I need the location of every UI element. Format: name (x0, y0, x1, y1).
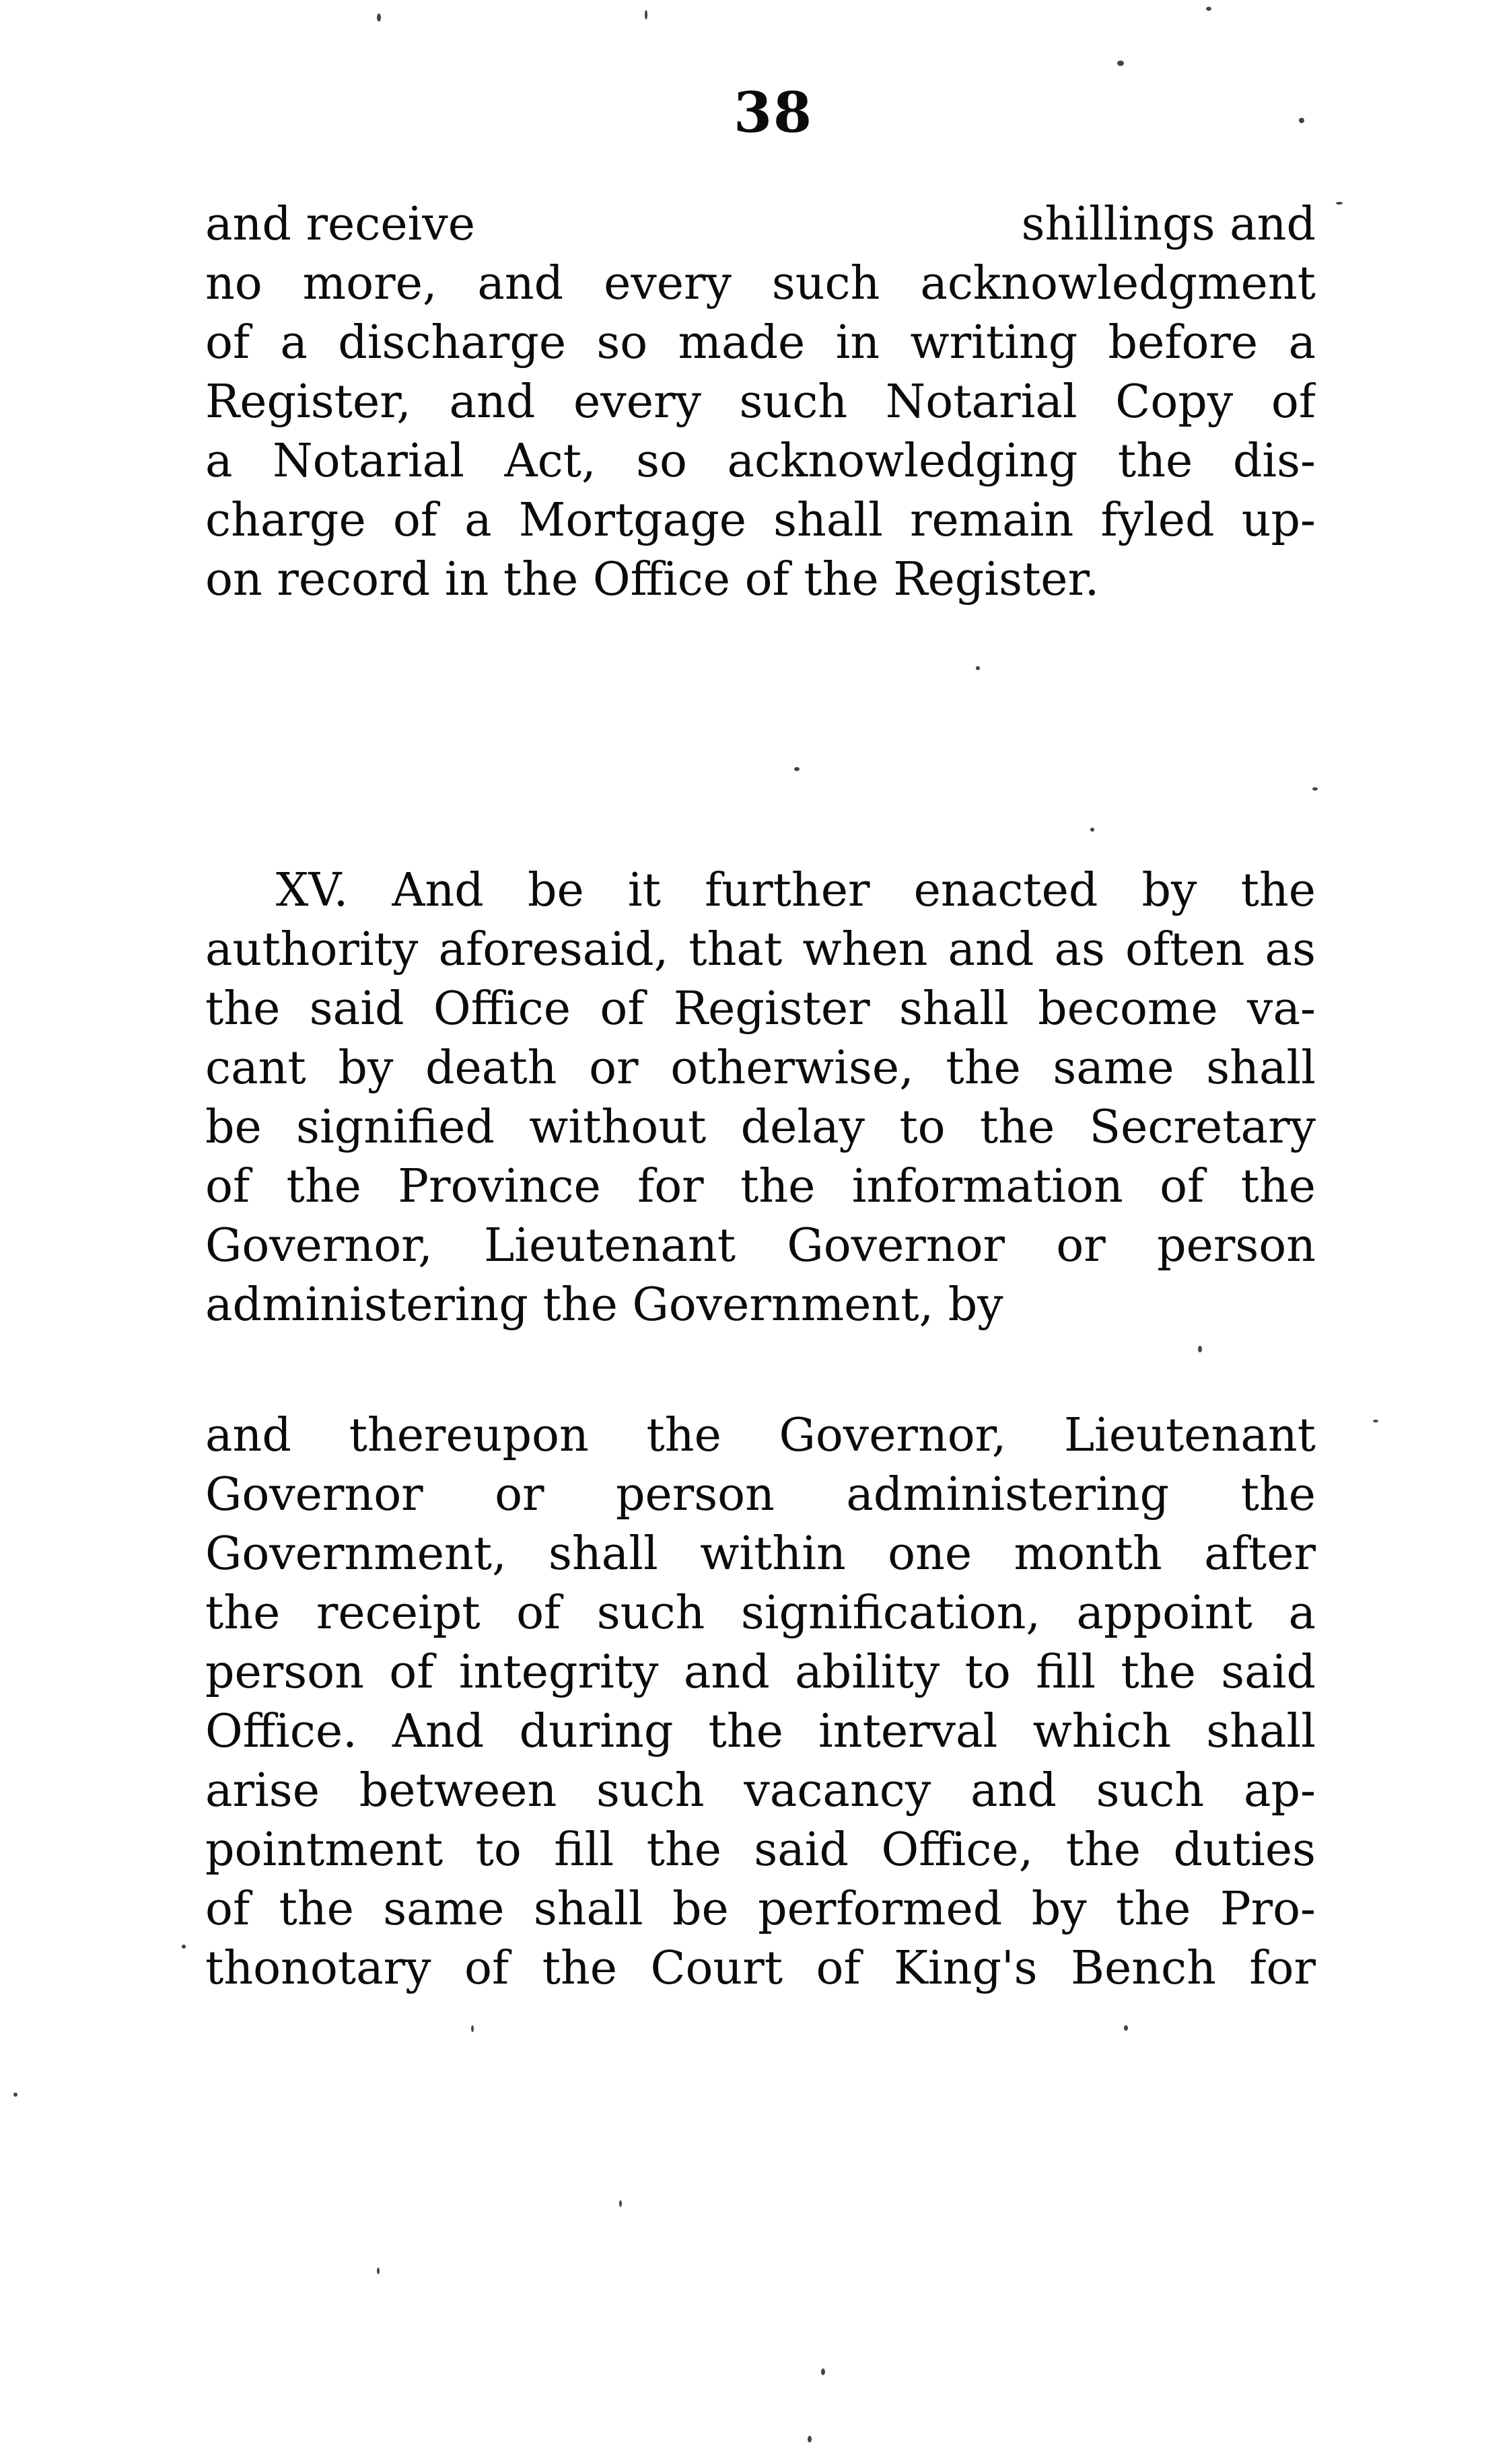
scan-speck (377, 2268, 380, 2274)
text-line: a Notarial Act, so acknowledging the dis- (205, 435, 1316, 488)
scan-speck (1336, 202, 1343, 205)
scan-speck (1312, 787, 1318, 791)
paragraph-3 (205, 1406, 1316, 1998)
scan-speck (619, 2200, 622, 2207)
text-line: arise between such vacancy and such ap- (205, 1764, 1316, 1817)
text-line (205, 195, 1316, 254)
text-line: pointment to fill the said Office, the duties (205, 1823, 1316, 1877)
text-line: of a discharge so made in writing before a (205, 316, 1316, 369)
scan-speck (1198, 1346, 1202, 1352)
scan-speck (13, 2093, 17, 2097)
text-line: thonotary of the Court of King's Bench for (205, 1942, 1316, 1995)
section-heading-line: XV. And be it further enacted by the (276, 864, 1316, 917)
text-line: no more, and every such acknowledgment (205, 257, 1316, 310)
scan-speck (1090, 828, 1094, 832)
text-line: authority aforesaid, that when and as often as (205, 923, 1316, 976)
text-line: Governor, Lieutenant Governor or person (205, 1219, 1316, 1272)
scan-speck (1299, 118, 1304, 123)
text-line: Government, shall within one month after (205, 1527, 1316, 1581)
scan-speck (794, 767, 800, 771)
text-line: Register, and every such Notarial Copy of (205, 375, 1316, 429)
scan-speck (808, 2436, 812, 2442)
text-line: of the Province for the information of the (205, 1160, 1316, 1213)
scan-speck (1206, 7, 1211, 11)
paragraph-1 (205, 195, 1316, 610)
scan-speck (645, 10, 647, 20)
text-line: Office. And during the interval which shall (205, 1705, 1316, 1758)
text-line: charge of a Mortgage shall remain fyled up- (205, 494, 1316, 547)
text-line: the receipt of such signification, appoint a (205, 1587, 1316, 1640)
text-line: the said Office of Register shall become va- (205, 982, 1316, 1036)
paragraph-2-section-xv (205, 861, 1316, 1335)
scan-speck (821, 2368, 825, 2375)
page-number: 38 (734, 81, 814, 145)
scan-speck (1117, 61, 1124, 66)
text-line: administering the Government, by (205, 1278, 1003, 1332)
text-line: on record in the Office of the Register. (205, 553, 1100, 606)
scan-speck (377, 13, 381, 22)
scan-speck (471, 2025, 474, 2032)
scan-speck (182, 1945, 186, 1949)
text-line: cant by death or otherwise, the same shall (205, 1042, 1316, 1095)
text-line-right: shillings and (1021, 198, 1316, 251)
text-line: Governor or person administering the (205, 1468, 1316, 1521)
text-line: of the same shall be performed by the Pro- (205, 1883, 1316, 1936)
text-line: person of integrity and ability to fill the said (205, 1646, 1316, 1699)
scan-speck (1124, 2025, 1128, 2031)
scan-speck (976, 666, 980, 670)
text-line: and thereupon the Governor, Lieutenant (205, 1409, 1316, 1462)
text-line-left: and receive (205, 198, 475, 251)
text-line: be signified without delay to the Secretary (205, 1101, 1316, 1154)
scan-speck (1373, 1420, 1378, 1422)
